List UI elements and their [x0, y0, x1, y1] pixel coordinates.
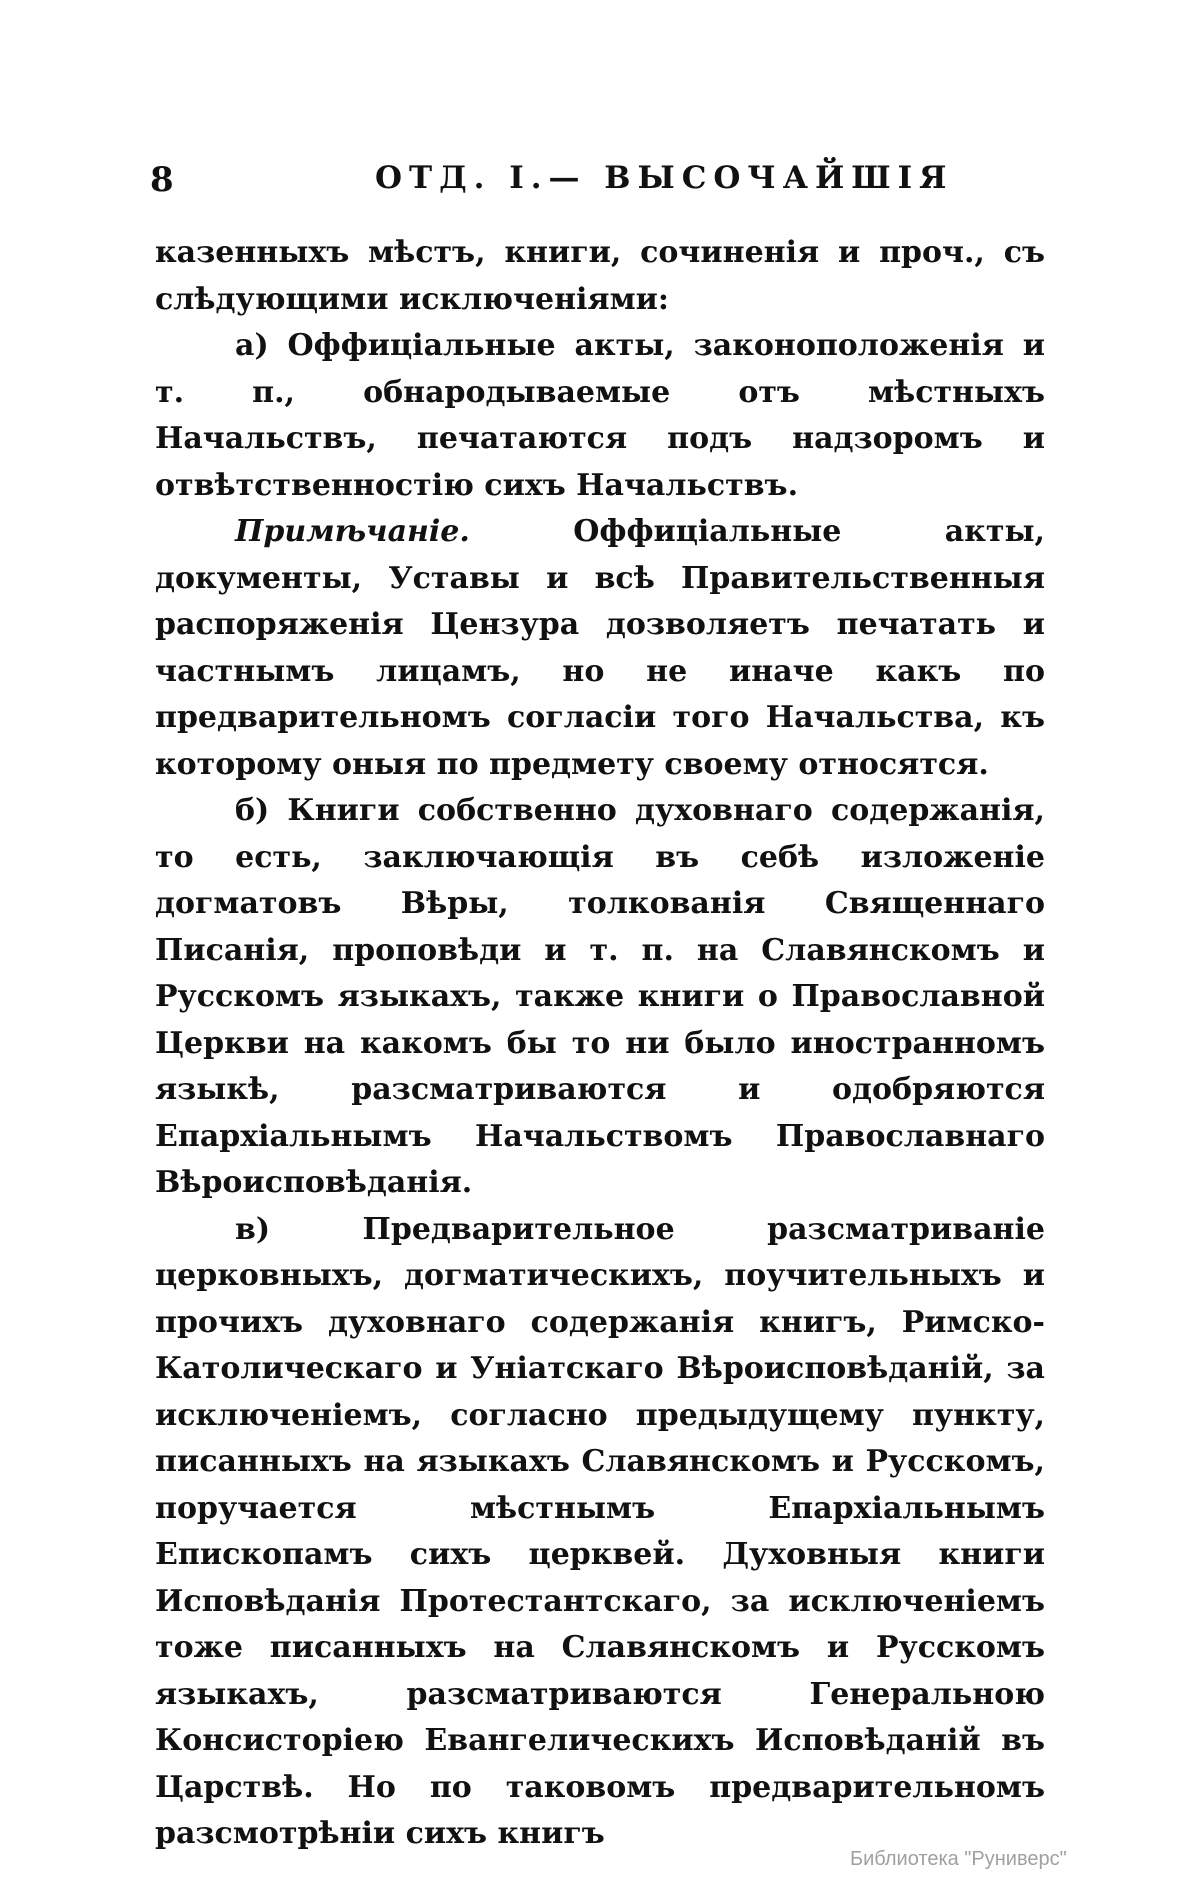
body-text [155, 230, 1045, 1858]
paragraph-text: а) Оффиціальные акты, законоположенія и т. п., обнародываемые отъ мѣстныхъ Начальствъ, печатаются подъ надзоромъ и отвѣтственностію сихъ Начальствъ. [155, 328, 1045, 503]
paragraph-v [155, 1207, 1045, 1858]
paragraph-text: в) Предварительное разсматриваніе церковныхъ, догматическихъ, поучительныхъ и прочихъ духовнаго содержанія книгъ, Римско-Католическаго и Уніатскаго Вѣроисповѣданій, за исключеніемъ, согласно предыдущему пункту, писанныхъ на языкахъ Славянскомъ и Русскомъ, поручается мѣстнымъ Епархіальнымъ Епископамъ сихъ церквей. Духовныя книги Исповѣданія Протестантскаго, за исключеніемъ тоже писанныхъ на Славянскомъ и Русскомъ языкахъ, разсматриваются Генеральною Консисторіею Евангелическихъ Исповѣданій въ Царствѣ. Но по таковомъ предварительномъ разсмотрѣніи сихъ книгъ [155, 1211, 1045, 1851]
paragraph-b [155, 788, 1045, 1207]
paragraph-text: б) Книги собственно духовнаго содержанія, то есть, заключающія въ себѣ изложеніе догматовъ Вѣры, толкованія Священнаго Писанія, проповѣди и т. п. на Славянскомъ и Русскомъ языкахъ, также книги о Православной Церкви на какомъ бы то ни было иностранномъ языкѣ, разсматриваются и одобряются Епархіальнымъ Начальствомъ Православнаго Вѣроисповѣданія. [155, 793, 1045, 1200]
paragraph-text: казенныхъ мѣстъ, книги, сочиненія и проч., съ слѣдующими исключеніями: [155, 235, 1045, 317]
page-header [150, 160, 1050, 200]
library-watermark: Библиотека "Руниверс" [850, 1848, 1067, 1870]
running-head: ОТД. I.— ВЫСОЧАЙШІЯ [375, 160, 954, 196]
paragraph-text: Оффиціальные акты, документы, Уставы и всѣ Правительственныя распоряженія Цензура дозволяетъ печатать и частнымъ лицамъ, но не иначе какъ по предварительномъ согласіи того Начальства, къ которому оныя по предмету своему относятся. [155, 514, 1045, 782]
note-label: Примѣчаніе. [235, 514, 470, 549]
paragraph-continuation [155, 230, 1045, 323]
page-number: 8 [150, 160, 174, 200]
paragraph-note [155, 509, 1045, 788]
paragraph-a [155, 323, 1045, 509]
